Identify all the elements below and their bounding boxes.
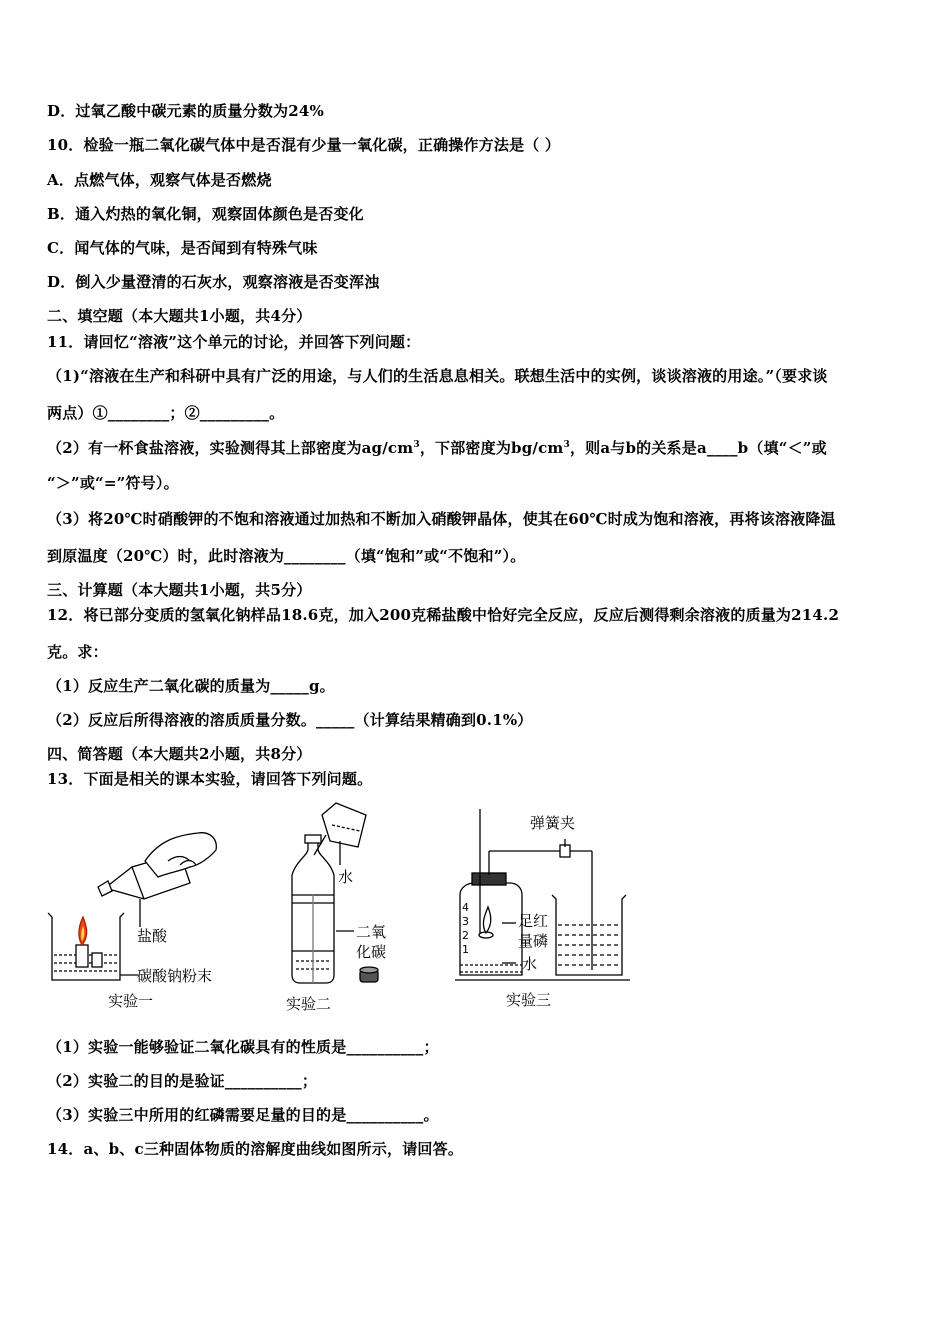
exp2-label-water: 水 bbox=[338, 868, 354, 886]
exp3-label-clamp: 弹簧夹 bbox=[530, 814, 576, 832]
question-12: 12．将已部分变质的氢氧化钠样品18.6克，加入200克稀盐酸中恰好完全反应，反应后测得剩余溶液的质量为214.2 bbox=[47, 606, 840, 624]
option-10a: A．点燃气体，观察气体是否燃烧 bbox=[47, 171, 272, 189]
exp2-caption: 实验二 bbox=[286, 995, 332, 1013]
exp3-mark-3: 3 bbox=[462, 915, 469, 928]
exp2-label-gas2: 化碳 bbox=[356, 943, 387, 961]
q11-part1: （1)“溶液在生产和科研中具有广泛的用途，与人们的生活息息相关。联想生活中的实例，谈谈溶液的用途。”（要求谈 bbox=[47, 367, 828, 385]
exp1-label-acid: 盐酸 bbox=[137, 927, 168, 945]
exp3-mark-1: 1 bbox=[462, 943, 469, 956]
exp3-label-p2: 量磷 bbox=[518, 932, 549, 950]
q13-part1: （1）实验一能够验证二氧化碳具有的性质是__________； bbox=[47, 1038, 439, 1056]
q12-part2: （2）反应后所得溶液的溶质质量分数。_____（计算结果精确到0.1%） bbox=[47, 711, 533, 729]
experiment-figures bbox=[40, 795, 640, 1020]
exp3-label-p1: 足红 bbox=[518, 912, 549, 930]
exp3-label-water: 水 bbox=[522, 955, 538, 973]
experiment-1 bbox=[48, 833, 216, 980]
section-3-heading: 三、计算题（本大题共1小题，共5分） bbox=[47, 581, 312, 599]
question-10: 10．检验一瓶二氧化碳气体中是否混有少量一氧化碳，正确操作方法是（ ） bbox=[47, 136, 561, 154]
section-4-heading: 四、简答题（本大题共2小题，共8分） bbox=[47, 745, 312, 763]
option-10d: D．倒入少量澄清的石灰水，观察溶液是否变浑浊 bbox=[47, 273, 380, 291]
exp3-caption: 实验三 bbox=[506, 991, 552, 1009]
section-2-heading: 二、填空题（本大题共1小题，共4分） bbox=[47, 307, 312, 325]
exp3-mark-4: 4 bbox=[462, 901, 469, 914]
q13-part3: （3）实验三中所用的红磷需要足量的目的是__________。 bbox=[47, 1106, 439, 1124]
question-11: 11．请回忆“溶液”这个单元的讨论，并回答下列问题： bbox=[47, 333, 421, 351]
q12-part1: （1）反应生产二氧化碳的质量为_____g。 bbox=[47, 677, 335, 695]
q11-part3: （3）将20℃时硝酸钾的不饱和溶液通过加热和不断加入硝酸钾晶体，使其在60℃时成为饱和溶液，再将该溶液降温 bbox=[47, 510, 836, 528]
q11-part2-cont: “＞”或“=”符号）。 bbox=[47, 474, 179, 492]
exp2-label-gas1: 二氧 bbox=[356, 923, 387, 941]
exp1-caption: 实验一 bbox=[108, 992, 154, 1010]
option-10c: C．闻气体的气味，是否闻到有特殊气味 bbox=[47, 239, 318, 257]
option-10b: B．通入灼热的氧化铜，观察固体颜色是否变化 bbox=[47, 205, 364, 223]
q11-part1-cont: 两点）①________；②_________。 bbox=[47, 404, 285, 422]
experiment-diagram bbox=[40, 795, 640, 1020]
q11-part2: （2）有一杯食盐溶液，实验测得其上部密度为$ag/cm^3$，下部密度为$bg/cm^3$，则a与b的关系是a____b（填“＜”或 bbox=[47, 439, 827, 457]
question-14: 14．a、b、c三种固体物质的溶解度曲线如图所示，请回答。 bbox=[47, 1140, 464, 1158]
q11-part3-cont: 到原温度（20℃）时，此时溶液为________（填“饱和”或“不饱和”）。 bbox=[47, 547, 526, 565]
exp1-label-powder: 碳酸钠粉末 bbox=[137, 967, 213, 985]
q13-part2: （2）实验二的目的是验证__________； bbox=[47, 1072, 318, 1090]
question-13: 13．下面是相关的课本实验，请回答下列问题。 bbox=[47, 770, 373, 788]
question-12-cont: 克。求： bbox=[47, 643, 108, 661]
experiment-3 bbox=[455, 809, 630, 980]
exp3-mark-2: 2 bbox=[462, 929, 469, 942]
option-9d: D．过氧乙酸中碳元素的质量分数为24% bbox=[47, 102, 324, 120]
